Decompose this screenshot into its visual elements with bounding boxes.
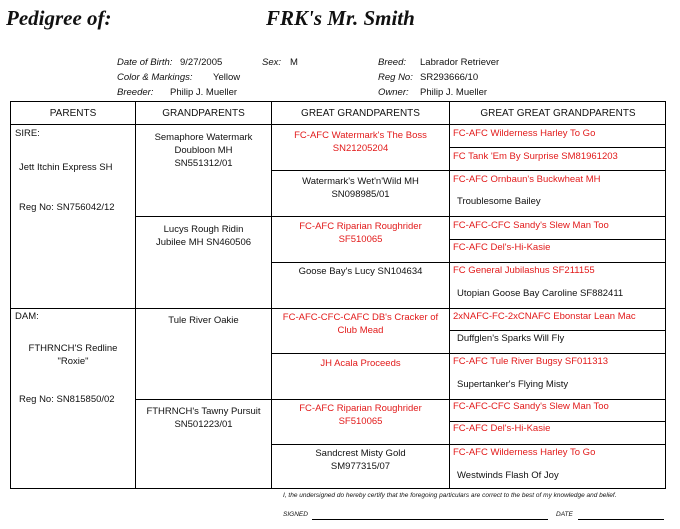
grandparent-line: Doubloon MH	[174, 145, 233, 156]
header-great-great-grandparents: GREAT GREAT GRANDPARENTS	[480, 107, 636, 119]
ggp-divider	[449, 421, 665, 422]
great-grandparent-line: SN098985/01	[331, 189, 390, 200]
grandparent-sire-sire	[136, 131, 271, 170]
signed-label: SIGNED	[283, 511, 308, 518]
great-grandparent-1	[272, 129, 449, 155]
ggp-6: FC-AFC Del's-Hi-Kasie	[453, 242, 551, 253]
great-grandparent-8	[272, 447, 449, 473]
regno-label: Reg No:	[378, 72, 413, 83]
great-grandparent-line: FC-AFC Riparian Roughrider	[299, 403, 422, 414]
owner-label: Owner:	[378, 87, 409, 98]
great-grandparent-line: FC-AFC-CFC-CAFC DB's Cracker of	[282, 312, 439, 323]
sire-label: SIRE:	[15, 128, 40, 139]
great-grandparent-4	[272, 265, 449, 278]
ggp-5: FC-AFC-CFC Sandy's Slew Man Too	[453, 220, 609, 231]
ggp-divider	[449, 330, 665, 331]
ggp-divider	[449, 147, 665, 148]
great-grandparent-line: SF510065	[338, 416, 383, 427]
grandparent-sire-dam	[136, 223, 271, 249]
ggp-14: FC-AFC Del's-Hi-Kasie	[453, 423, 551, 434]
great-grandparent-divider	[271, 170, 665, 171]
dob-label: Date of Birth:	[117, 57, 173, 68]
grandparent-line: SN501223/01	[174, 419, 233, 430]
great-grandparent-line: FC-AFC Riparian Roughrider	[299, 221, 422, 232]
great-grandparent-line: SN21205204	[332, 143, 389, 154]
header-divider	[11, 124, 665, 125]
header-parents: PARENTS	[49, 107, 97, 119]
great-grandparent-2	[272, 175, 449, 201]
breeder-value: Philip J. Mueller	[170, 87, 238, 98]
sire-reg: Reg No: SN756042/12	[19, 202, 115, 213]
ggp-10: Duffglen's Sparks Will Fly	[457, 333, 565, 344]
grandparent-line: Jubilee MH SN460506	[155, 237, 252, 248]
ggp-15: FC-AFC Wilderness Harley To Go	[453, 447, 596, 458]
ggp-8: Utopian Goose Bay Caroline SF882411	[457, 288, 624, 299]
regno-value: SR293666/10	[420, 72, 479, 83]
grandparent-line: FTHRNCH's Tawny Pursuit	[146, 406, 261, 417]
ggp-4: Troublesome Bailey	[457, 196, 541, 207]
great-grandparent-divider	[271, 262, 665, 263]
sex-label: Sex:	[262, 57, 282, 68]
great-grandparent-line: SF510065	[338, 234, 383, 245]
grandparent-divider	[135, 216, 665, 217]
dam-label: DAM:	[15, 311, 39, 322]
sire-name: Jett Itchin Express SH	[19, 162, 113, 173]
great-grandparent-line: SM977315/07	[330, 461, 391, 472]
grandparent-dam-dam	[136, 405, 271, 431]
great-grandparent-line: FC-AFC Watermark's The Boss	[294, 130, 427, 141]
ggp-12: Supertanker's Flying Misty	[457, 379, 569, 390]
dam-name-line1: FTHRNCH'S Redline	[28, 343, 118, 354]
ggp-9: 2xNAFC-FC-2xCNAFC Ebonstar Lean Mac	[453, 311, 636, 322]
great-grandparent-5	[272, 311, 449, 337]
great-grandparent-divider	[271, 353, 665, 354]
header-grandparents: GRANDPARENTS	[162, 107, 245, 119]
grandparent-line: SN551312/01	[174, 158, 233, 169]
grandparent-line: Tule River Oakie	[168, 315, 239, 326]
ggp-11: FC-AFC Tule River Bugsy SF011313	[453, 356, 609, 367]
ggp-7: FC General Jubilashus SF211155	[453, 265, 595, 276]
grandparent-line: Semaphore Watermark	[154, 132, 253, 143]
great-grandparent-7	[272, 402, 449, 428]
ggp-13: FC-AFC-CFC Sandy's Slew Man Too	[453, 401, 609, 412]
great-grandparent-line: Sandcrest Misty Gold	[315, 448, 406, 459]
breed-value: Labrador Retriever	[420, 57, 500, 68]
dob-value: 9/27/2005	[180, 57, 223, 68]
signature-line[interactable]	[312, 519, 548, 520]
column-divider	[449, 102, 450, 488]
dog-name: FRK's Mr. Smith	[266, 6, 415, 30]
great-grandparent-line: Goose Bay's Lucy SN104634	[298, 266, 423, 277]
dam-name	[11, 342, 135, 368]
date-line[interactable]	[578, 519, 664, 520]
breed-label: Breed:	[378, 57, 406, 68]
ggp-3: FC-AFC Ornbaun's Buckwheat MH	[453, 174, 601, 185]
great-grandparent-3	[272, 220, 449, 246]
pedigree-label: Pedigree of:	[6, 6, 112, 30]
great-grandparent-divider	[271, 444, 665, 445]
breeder-label: Breeder:	[117, 87, 154, 98]
ggp-1: FC-AFC Wilderness Harley To Go	[453, 128, 596, 139]
grandparent-line: Lucys Rough Ridin	[163, 224, 244, 235]
great-grandparent-line: Watermark's Wet'n'Wild MH	[302, 176, 419, 187]
column-divider	[271, 102, 272, 488]
dam-name-line2: "Roxie"	[57, 356, 89, 367]
ggp-2: FC Tank 'Em By Surprise SM81961203	[453, 151, 618, 162]
ggp-divider	[449, 239, 665, 240]
ggp-16: Westwinds Flash Of Joy	[457, 470, 559, 481]
sex-value: M	[290, 57, 298, 68]
great-grandparent-6	[272, 357, 449, 370]
color-label: Color & Markings:	[117, 72, 193, 83]
owner-value: Philip J. Mueller	[420, 87, 488, 98]
grandparent-dam-sire	[136, 314, 271, 327]
color-value: Yellow	[213, 72, 241, 83]
dam-reg: Reg No: SN815850/02	[19, 394, 115, 405]
date-label: DATE	[556, 511, 573, 518]
great-grandparent-line: JH Acala Proceeds	[320, 358, 401, 369]
header-great-grandparents: GREAT GRANDPARENTS	[301, 107, 420, 119]
certification-text: I, the undersigned do hereby certify that the foregoing particulars are correct to the best of my knowledge and belief.	[283, 492, 617, 499]
sire-dam-divider	[11, 308, 665, 309]
great-grandparent-line: Club Mead	[337, 325, 384, 336]
pedigree-table	[10, 101, 666, 489]
